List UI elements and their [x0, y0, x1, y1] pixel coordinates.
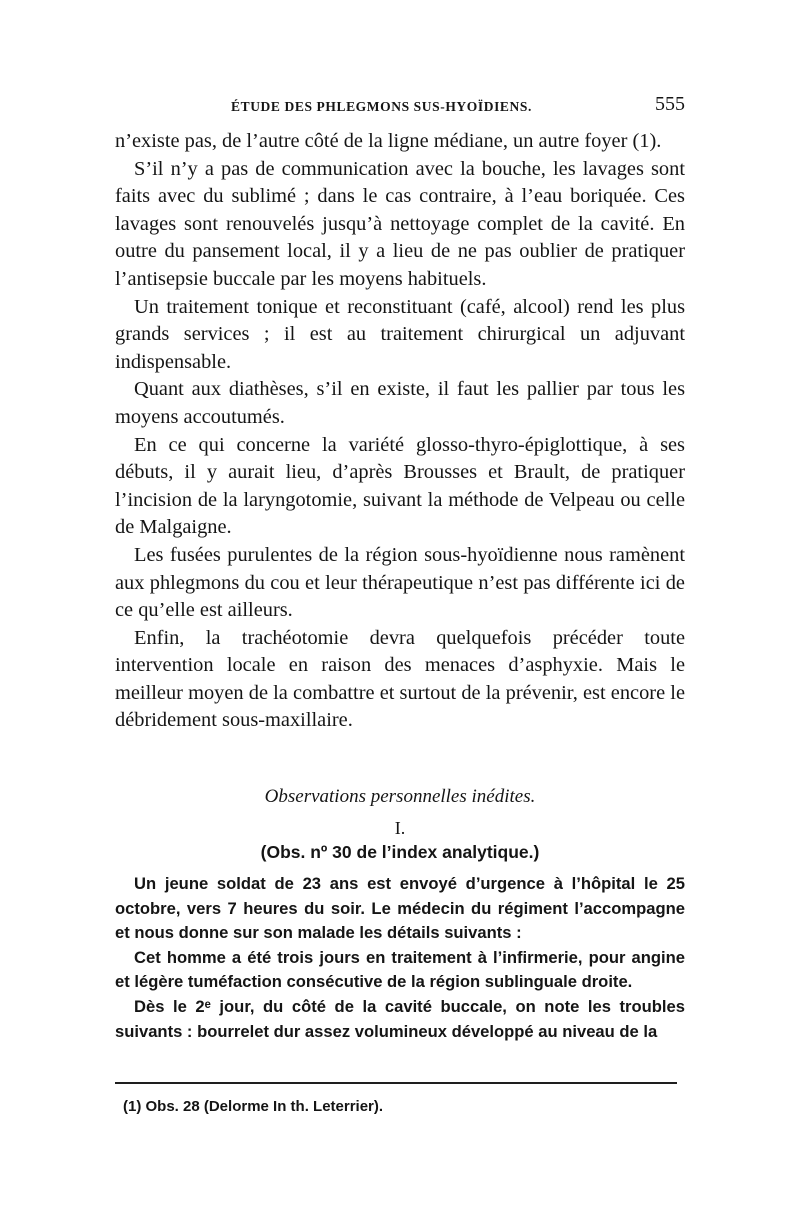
paragraph: Dès le 2ᵉ jour, du côté de la cavité buccale, on note les troubles suivants : bourrelet dur assez volumineux développé au niveau de la: [115, 996, 685, 1041]
paragraph: Un traitement tonique et reconstituant (café, alcool) rend les plus grands services ; il est au traitement chirurgical un adjuvant indispensable.: [115, 295, 685, 373]
footnote: (1) Obs. 28 (Delorme In th. Leterrier).: [123, 1098, 384, 1115]
observation-reference: (Obs. nº 30 de l’index analytique.): [260, 842, 540, 862]
section-heading: Observations personnelles inédites.: [264, 786, 536, 807]
paragraph: Les fusées purulentes de la région sous-hyoïdienne nous ramènent aux phlegmons du cou et leur thérapeutique n’est pas différente ici de ce qu’elle est ailleurs.: [115, 543, 685, 622]
paragraph: Cet homme a été trois jours en traitement à l’infirmerie, pour angine et légère tuméfaction consécutive de la région sublinguale droite.: [115, 947, 685, 992]
paragraph: n’existe pas, de l’autre côté de la ligne médiane, un autre foyer (1).: [115, 130, 662, 152]
paragraph: Quant aux diathèses, s’il en existe, il faut les pallier par tous les moyens accoutumés.: [115, 378, 685, 428]
page-number: 555: [655, 93, 685, 115]
main-text: [115, 128, 685, 735]
paragraph: Un jeune soldat de 23 ans est envoyé d’urgence à l’hôpital le 25 octobre, vers 7 heures du soir. Le médecin du régiment l’accompagne et nous donne sur son malade les détails suivants :: [115, 874, 685, 943]
running-title: ÉTUDE DES PHLEGMONS SUS-HYOÏDIENS.: [231, 99, 532, 114]
paragraph: S’il n’y a pas de communication avec la bouche, les lavages sont faits avec du sublimé ; dans le cas contraire, à l’eau boriquée. Ces lavages sont renouvelés jusqu’à nettoyage complet de la cavité. En outre du pansement local, il y a lieu de ne pas oublier de pratiquer l’antisepsie buccale par les moyens habituels.: [115, 157, 685, 290]
paragraph: En ce qui concerne la variété glosso-thyro-épiglottique, à ses débuts, il y aurait lieu, d’après Brousses et Brault, de pratiquer l’incision de la laryngotomie, suivant la méthode de Velpeau ou celle de Malgaigne.: [115, 433, 685, 539]
observation-number: I.: [394, 818, 406, 838]
page-header: [115, 92, 685, 122]
observation-text: [115, 872, 685, 1044]
paragraph: Enfin, la trachéotomie devra quelquefois précéder toute intervention locale en raison des menaces d’asphyxie. Mais le meilleur moyen de la combattre et surtout de la prévenir, est encore le débridement sous-maxillaire.: [115, 626, 685, 732]
footnote-divider: [115, 1082, 677, 1084]
